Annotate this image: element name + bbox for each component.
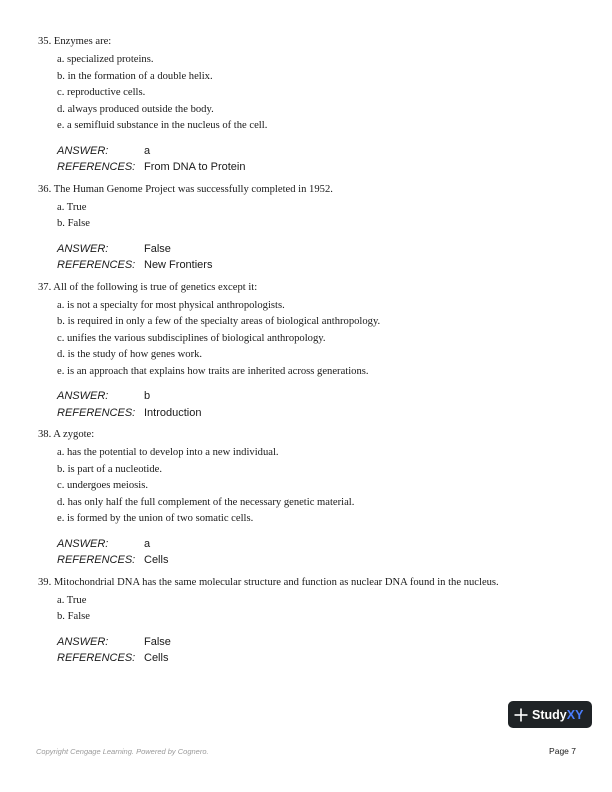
answer-option: d. is the study of how genes work. — [57, 349, 203, 360]
references-value: New Frontiers — [144, 259, 213, 271]
answer-option: b. False — [57, 611, 90, 622]
answer-meta — [57, 143, 578, 176]
answer-option: b. is required in only a few of the specialty areas of biological anthropology. — [57, 316, 381, 327]
answer-option: e. is an approach that explains how traits are inherited across generations. — [57, 365, 369, 377]
page-number: Page 7 — [549, 746, 576, 756]
answer-row — [57, 143, 578, 160]
question-block — [38, 281, 578, 429]
references-label: REFERENCES: — [57, 161, 136, 173]
answer-value: False — [144, 635, 171, 648]
answer-row — [57, 634, 578, 651]
copyright-footer: Copyright Cengage Learning. Powered by Cognero. — [36, 747, 209, 756]
references-label: REFERENCES: — [57, 259, 136, 271]
answer-option: c. unifies the various subdisciplines of biological anthropology. — [57, 332, 326, 344]
option-list — [38, 200, 578, 233]
option-list — [38, 445, 578, 528]
answer-row — [57, 388, 578, 405]
answer-option: a. specialized proteins. — [57, 54, 154, 65]
logo-text-xy: XY — [566, 707, 584, 722]
answer-meta — [57, 388, 578, 421]
answer-label: ANSWER: — [57, 635, 109, 648]
answer-option: a. is not a specialty for most physical anthropologists. — [57, 299, 285, 311]
option-list — [38, 52, 578, 135]
spacer — [38, 421, 578, 428]
answer-meta — [57, 536, 578, 569]
answer-option: e. is formed by the union of two somatic cells. — [57, 513, 254, 524]
question-stem: 39. Mitochondrial DNA has the same molecular structure and function as nuclear DNA found in the nucleus. — [38, 576, 499, 588]
answer-label: ANSWER: — [57, 390, 109, 402]
answer-label: ANSWER: — [57, 537, 109, 550]
answer-option: c. undergoes meiosis. — [57, 480, 149, 491]
spacer — [38, 667, 578, 674]
references-row — [57, 650, 578, 667]
references-label: REFERENCES: — [57, 406, 136, 419]
answer-option: a. has the potential to develop into a new individual. — [57, 447, 279, 458]
references-label: REFERENCES: — [57, 652, 136, 664]
question-stem: 35. Enzymes are: — [38, 36, 112, 47]
answer-row — [57, 241, 578, 258]
answer-label: ANSWER: — [57, 242, 109, 255]
references-value: Cells — [144, 652, 169, 664]
answer-option: b. in the formation of a double helix. — [57, 70, 213, 82]
answer-option: b. is part of a nucleotide. — [57, 463, 163, 475]
question-block — [38, 428, 578, 576]
answer-option: d. always produced outside the body. — [57, 103, 214, 115]
studyxy-logo[interactable] — [508, 701, 592, 728]
references-row — [57, 405, 578, 422]
answer-meta — [57, 241, 578, 274]
references-row — [57, 257, 578, 274]
option-list — [38, 593, 578, 626]
answer-value: False — [144, 242, 171, 255]
answer-option: b. False — [57, 218, 90, 229]
answer-value: b — [144, 390, 151, 402]
answer-value: a — [144, 537, 151, 550]
spacer — [38, 569, 578, 576]
answer-option: c. reproductive cells. — [57, 87, 146, 98]
answer-label: ANSWER: — [57, 144, 109, 157]
answer-option: a. True — [57, 594, 87, 606]
spacer — [38, 176, 578, 183]
question-block — [38, 576, 578, 674]
answer-meta — [57, 634, 578, 667]
answer-row — [57, 536, 578, 553]
spacer — [38, 274, 578, 281]
plus-icon — [514, 708, 528, 722]
references-row — [57, 552, 578, 569]
references-value: Introduction — [144, 406, 202, 419]
references-label: REFERENCES: — [57, 554, 136, 566]
answer-option: e. a semifluid substance in the nucleus of the cell. — [57, 120, 268, 131]
references-row — [57, 159, 578, 176]
question-block — [38, 183, 578, 281]
answer-option: d. has only half the full complement of the necessary genetic material. — [57, 496, 355, 508]
references-value: From DNA to Protein — [144, 161, 246, 173]
question-block — [38, 35, 578, 183]
answer-option: a. True — [57, 201, 87, 213]
option-list — [38, 298, 578, 381]
question-stem: 38. A zygote: — [38, 429, 95, 440]
question-list — [38, 35, 578, 674]
question-stem: 37. All of the following is true of genetics except it: — [38, 281, 258, 293]
answer-value: a — [144, 144, 151, 157]
references-value: Cells — [144, 554, 169, 566]
question-stem: 36. The Human Genome Project was successfully completed in 1952. — [38, 183, 333, 195]
logo-text-study: Study — [532, 707, 567, 722]
